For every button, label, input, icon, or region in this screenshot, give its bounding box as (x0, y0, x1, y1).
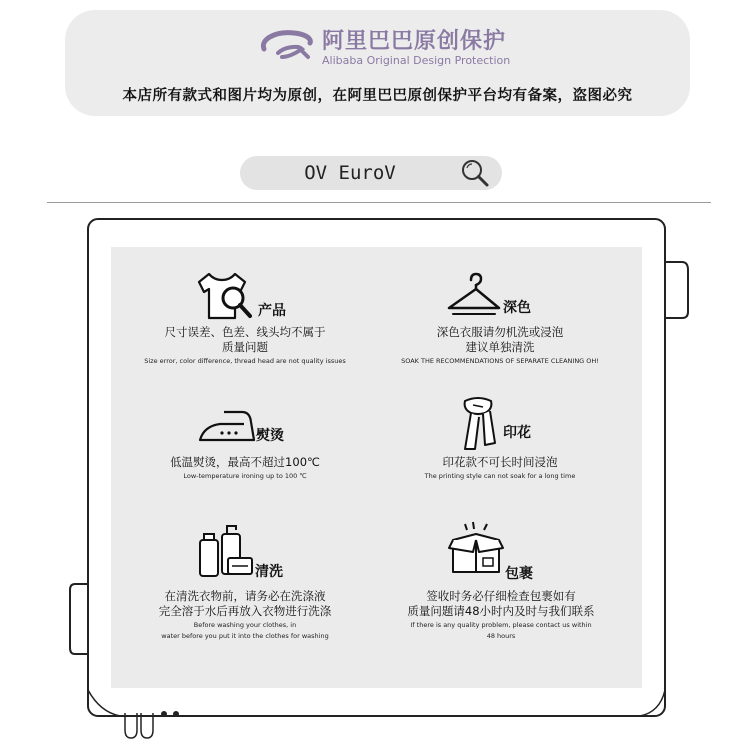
care-desc-product-2: 质量问题 (222, 340, 268, 354)
care-en-washing-1: Before washing your clothes, in (193, 621, 297, 629)
care-title-dark: 深色 (503, 300, 531, 316)
care-desc-dark-2: 建议单独清洗 (465, 340, 535, 354)
search-query-text: OV EuroV (304, 162, 396, 184)
care-en-dark: SOAK THE RECOMMENDATIONS OF SEPARATE CLEANING OH! (401, 357, 599, 365)
care-title-washing: 清洗 (255, 564, 283, 580)
care-title-ironing: 熨烫 (256, 428, 284, 444)
detergent-bottles-icon (196, 520, 254, 580)
brand-subtitle: Alibaba Original Design Protection (322, 54, 511, 67)
care-title-package: 包裹 (505, 566, 533, 582)
brand-title: 阿里巴巴原创保护 (322, 29, 507, 54)
tshirt-magnifier-icon (195, 270, 255, 322)
care-en-package-1: If there is any quality problem, please contact us within (410, 621, 592, 629)
scarf-icon (455, 393, 501, 451)
care-desc-printing-1: 印花款不可长时间浸泡 (442, 455, 558, 469)
care-desc-washing-1: 在清洗衣物前，请务必在洗涤液 (164, 589, 326, 603)
care-title-printing: 印花 (503, 425, 531, 441)
care-desc-ironing-1: 低温熨烫，最高不超过100℃ (170, 455, 320, 469)
care-en-washing-2: water before you put it into the clothes for washing (161, 632, 329, 640)
hanger-icon (445, 272, 503, 320)
care-en-printing: The printing style can not soak for a long time (424, 472, 576, 480)
care-desc-package-2: 质量问题请48小时内及时与我们联系 (407, 604, 595, 618)
care-title-product: 产品 (258, 303, 286, 319)
care-desc-dark-1: 深色衣服请勿机洗或浸泡 (436, 325, 564, 339)
copyright-notice: 本店所有款式和图片均为原创，在阿里巴巴原创保护平台均有备案，盗图必究 (122, 88, 633, 104)
care-desc-package-1: 签收时务必仔细检查包裹如有 (426, 589, 576, 603)
care-en-ironing: Low-temperature ironing up to 100 ℃ (183, 472, 307, 480)
care-desc-washing-2: 完全溶于水后再放入衣物进行洗涤 (158, 604, 332, 618)
iron-icon (198, 408, 256, 444)
package-box-icon (447, 520, 505, 580)
care-desc-product-1: 尺寸误差、色差、线头均不属于 (164, 325, 326, 339)
care-en-package-2: 48 hours (486, 632, 516, 640)
care-en-product: Size error, color difference, thread head are not quality issues (144, 357, 346, 365)
